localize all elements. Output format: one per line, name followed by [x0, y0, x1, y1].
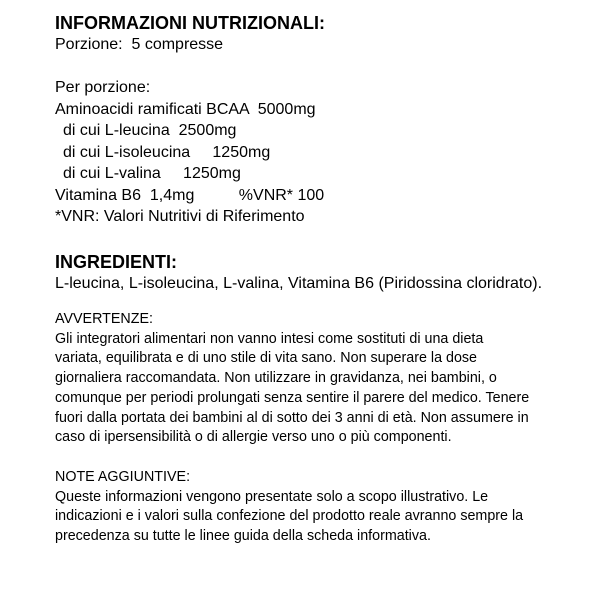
nutrition-title: INFORMAZIONI NUTRIZIONALI:	[55, 13, 325, 33]
nutrient-line-vitamin-b6: Vitamina B6 1,4mg %VNR* 100	[55, 186, 325, 204]
warnings-text: Gli integratori alimentari non vanno intesi come sostituti di una dieta variata, equilibrata e di uno stile di vita sano. Non superare la dose giornaliera raccomandata. Non utilizzare in gravidanza, nei bambini, o comunque per periodi prolungati senza sentire il parere del medico. Tenere fuori dalla portata dei bambini al di sotto dei 3 anni di età. Non assumere in caso di ipersensibilità o di allergie verso uno o più componenti.	[55, 330, 530, 446]
warnings-section	[55, 310, 575, 448]
spacer	[55, 56, 575, 78]
warnings-title: AVVERTENZE:	[55, 311, 153, 327]
ingredients-section	[55, 251, 575, 295]
notes-title: NOTE AGGIUNTIVE:	[55, 468, 191, 485]
per-portion-label: Per porzione:	[55, 79, 151, 96]
nutrient-line-isoleucine: di cui L-isoleucina 1250mg	[63, 143, 271, 161]
nutrition-section	[55, 12, 575, 228]
nutrient-line-valine: di cui L-valina 1250mg	[63, 165, 241, 182]
portion-line: Porzione: 5 compresse	[55, 36, 224, 53]
notes-text: Queste informazioni vengono presentate solo a scopo illustrativo. Le indicazioni e i valori sulla confezione del prodotto reale avranno sempre la precedenza su tutte le linee guida della scheda informativa.	[55, 488, 524, 545]
notes-section	[55, 468, 575, 547]
vnr-footnote: *VNR: Valori Nutritivi di Riferimento	[55, 208, 305, 225]
nutrient-line-bcaa: Aminoacidi ramificati BCAA 5000mg	[55, 100, 316, 118]
nutrient-line-leucine: di cui L-leucina 2500mg	[63, 122, 237, 139]
ingredients-title: INGREDIENTI:	[55, 251, 178, 272]
ingredients-text: L-leucina, L-isoleucina, L-valina, Vitamina B6 (Piridossina cloridrato).	[55, 274, 543, 292]
product-info-sheet	[55, 12, 575, 547]
